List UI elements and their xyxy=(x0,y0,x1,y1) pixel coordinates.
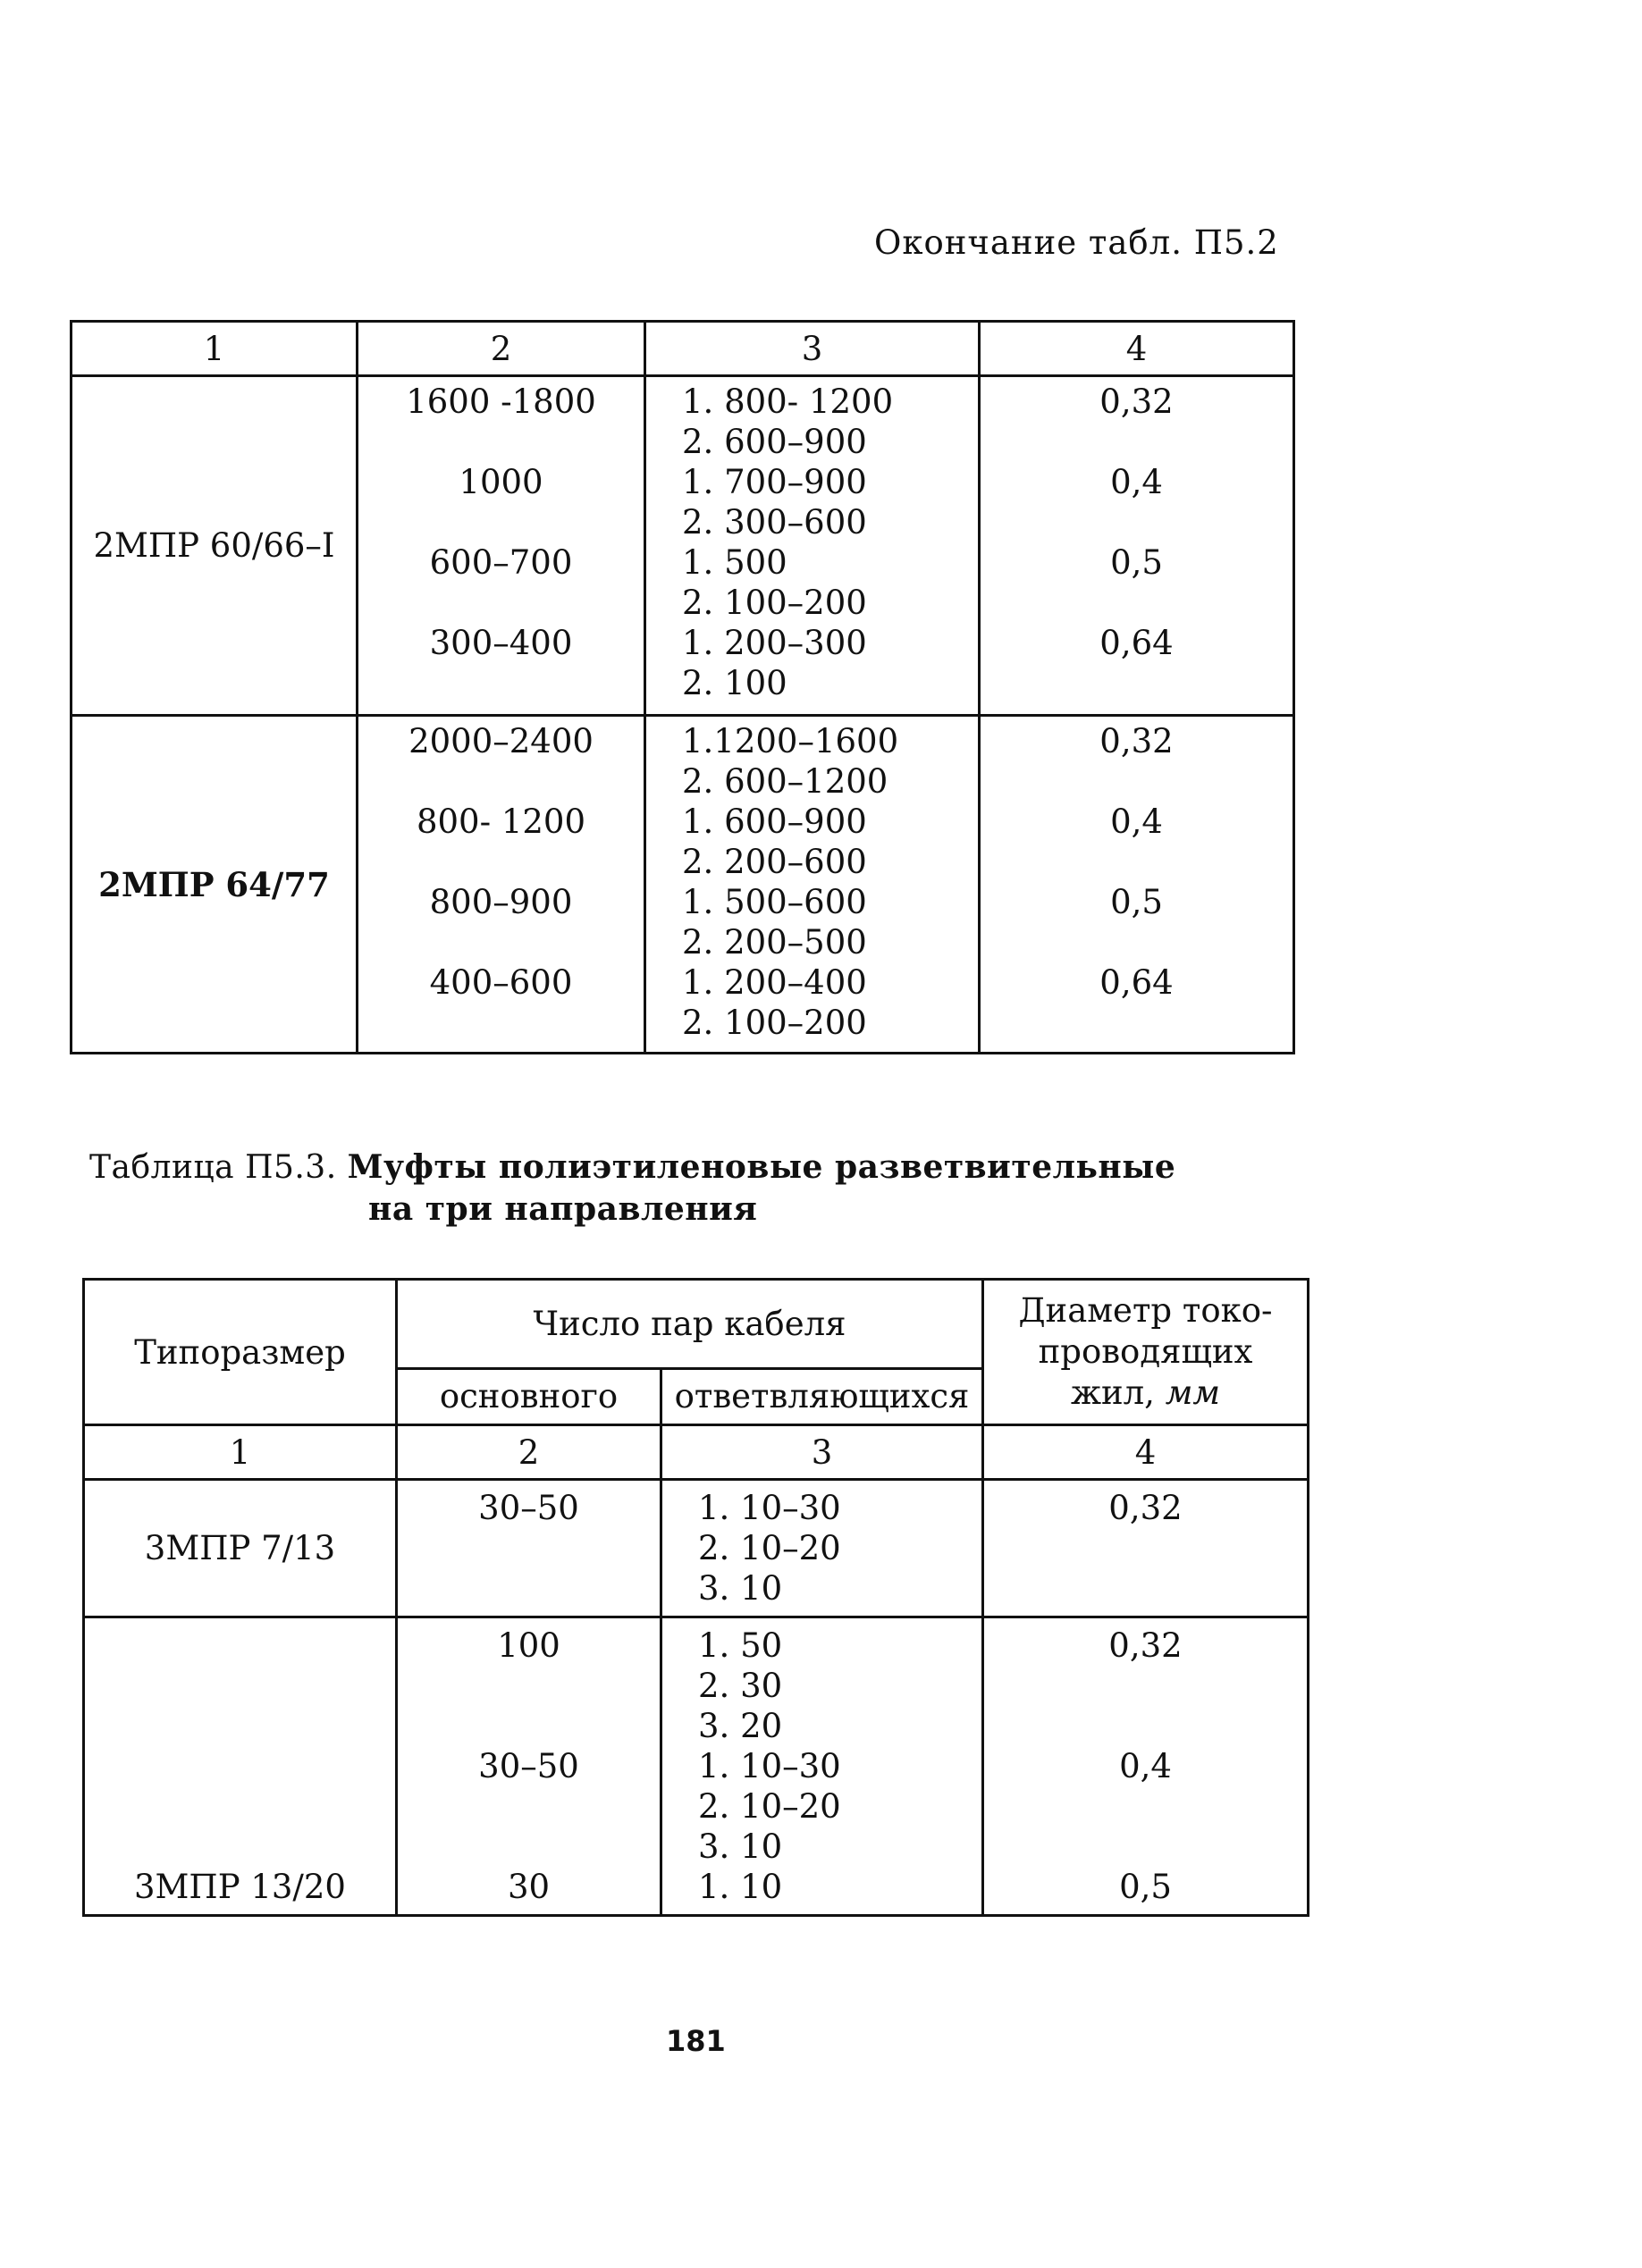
table2-title-line1: Муфты полиэтиленовые разветвительные xyxy=(347,1148,1176,1186)
branch-pairs-cell xyxy=(661,1480,983,1617)
main-pairs-line xyxy=(398,1568,660,1609)
col-number-3: 3 xyxy=(661,1425,983,1480)
table2-title-prefix: Таблица П5.3. xyxy=(89,1149,337,1186)
main-pairs-line xyxy=(358,663,644,703)
diameter-line: 0,5 xyxy=(1110,543,1163,582)
branch-pairs-line: 1. 10 xyxy=(698,1868,783,1906)
diameter-line xyxy=(984,1528,1307,1568)
branch-pairs-line: 2. 100–200 xyxy=(682,584,867,622)
main-pairs-line xyxy=(358,922,644,962)
header-main: основного xyxy=(397,1368,661,1424)
branch-pairs-line: 2. 30 xyxy=(698,1667,783,1705)
branch-pairs-line: 1. 800- 1200 xyxy=(682,382,894,421)
header-type: Типоразмер xyxy=(84,1280,397,1425)
main-pairs-line xyxy=(358,502,644,542)
main-pairs-line: 1000 xyxy=(459,463,543,501)
branch-pairs-line: 1. 600–900 xyxy=(682,802,867,841)
type-cell: 2МПР 60/66–I xyxy=(72,376,358,716)
main-pairs-line: 2000–2400 xyxy=(408,722,594,760)
diameter-line: 0,5 xyxy=(1119,1868,1172,1906)
branch-pairs-line: 2. 100 xyxy=(682,664,787,702)
main-pairs-line xyxy=(398,1827,660,1867)
table2-header-row-1 xyxy=(84,1280,1309,1369)
type-cell: 3МПР 7/13 xyxy=(84,1480,397,1617)
diameter-line: 0,4 xyxy=(1110,802,1163,841)
type-label: 3МПР 13/20 xyxy=(134,1868,346,1906)
diameter-line: 0,4 xyxy=(1110,463,1163,501)
table2-title xyxy=(89,1147,1175,1230)
branch-pairs-line: 2. 600–1200 xyxy=(682,762,888,801)
diameter-line xyxy=(981,1003,1293,1043)
main-pairs-line xyxy=(398,1666,660,1706)
branch-pairs-line: 3. 10 xyxy=(698,1827,783,1866)
diameter-line xyxy=(984,1666,1307,1706)
diameter-line: 0,4 xyxy=(1119,1747,1172,1785)
branch-pairs-line: 2. 200–500 xyxy=(682,923,867,962)
branch-pairs-line: 1. 50 xyxy=(698,1626,783,1665)
branch-pairs-cell xyxy=(661,1617,983,1916)
header-diameter-line2: проводящих xyxy=(1038,1332,1253,1371)
header-diameter-line1: Диаметр токо- xyxy=(1018,1291,1273,1330)
main-pairs-line xyxy=(398,1528,660,1568)
main-pairs-line: 800- 1200 xyxy=(416,802,586,841)
diameter-cell xyxy=(983,1480,1309,1617)
branch-pairs-line: 2. 100–200 xyxy=(682,1004,867,1042)
diameter-line xyxy=(981,663,1293,703)
main-pairs-line: 30–50 xyxy=(478,1747,579,1785)
col-number-3: 3 xyxy=(645,322,980,376)
branch-pairs-line: 1.1200–1600 xyxy=(682,722,899,760)
col-number-1: 1 xyxy=(72,322,358,376)
header-diameter-unit: мм xyxy=(1165,1373,1221,1412)
diameter-cell xyxy=(980,716,1294,1054)
table2-column-numbers xyxy=(84,1425,1309,1480)
diameter-line xyxy=(981,422,1293,462)
col-number-2: 2 xyxy=(397,1425,661,1480)
main-pairs-line: 800–900 xyxy=(429,883,573,921)
type-cell: 2МПР 64/77 xyxy=(72,716,358,1054)
branch-pairs-line: 1. 500 xyxy=(682,543,787,582)
table2-title-line2: на три направления xyxy=(368,1190,758,1228)
branch-pairs-line: 2. 300–600 xyxy=(682,503,867,542)
diameter-line xyxy=(981,842,1293,882)
branch-pairs-line: 1. 700–900 xyxy=(682,463,867,501)
diameter-line: 0,32 xyxy=(1099,722,1174,760)
branch-pairs-line: 3. 10 xyxy=(698,1569,783,1608)
diameter-line xyxy=(984,1827,1307,1867)
diameter-line xyxy=(981,922,1293,962)
main-pairs-line: 400–600 xyxy=(429,963,573,1002)
branch-pairs-line: 2. 10–20 xyxy=(698,1529,841,1567)
branch-pairs-line: 2. 200–600 xyxy=(682,843,867,881)
main-pairs-line xyxy=(358,761,644,802)
main-pairs-line xyxy=(398,1786,660,1827)
diameter-line xyxy=(984,1568,1307,1609)
continuation-label: Окончание табл. П5.2 xyxy=(874,223,1279,262)
main-pairs-line xyxy=(398,1706,660,1746)
type-cell xyxy=(84,1617,397,1916)
branch-pairs-line: 3. 20 xyxy=(698,1707,783,1745)
branch-pairs-line: 1. 10–30 xyxy=(698,1747,841,1785)
col-number-4: 4 xyxy=(983,1425,1309,1480)
main-pairs-line: 300–400 xyxy=(429,624,573,662)
diameter-line: 0,32 xyxy=(1108,1626,1183,1665)
main-pairs-cell xyxy=(358,716,645,1054)
col-number-1: 1 xyxy=(84,1425,397,1480)
table-row xyxy=(72,376,1294,716)
col-number-2: 2 xyxy=(358,322,645,376)
main-pairs-line: 30–50 xyxy=(478,1489,579,1527)
branch-pairs-line: 2. 10–20 xyxy=(698,1787,841,1826)
header-branch: ответвляющихся xyxy=(661,1368,983,1424)
branch-pairs-line: 1. 500–600 xyxy=(682,883,867,921)
diameter-line: 0,32 xyxy=(1108,1489,1183,1527)
main-pairs-line: 100 xyxy=(497,1626,560,1665)
branch-pairs-line: 1. 10–30 xyxy=(698,1489,841,1527)
table-row xyxy=(72,716,1294,1054)
main-pairs-line: 600–700 xyxy=(429,543,573,582)
diameter-cell xyxy=(980,376,1294,716)
diameter-line xyxy=(981,761,1293,802)
main-pairs-cell xyxy=(397,1480,661,1617)
table-p5-3 xyxy=(82,1278,1309,1917)
main-pairs-line xyxy=(358,422,644,462)
branch-pairs-cell xyxy=(645,716,980,1054)
branch-pairs-line: 2. 600–900 xyxy=(682,423,867,461)
diameter-line xyxy=(984,1706,1307,1746)
header-pairs: Число пар кабеля xyxy=(397,1280,983,1369)
table-p5-2-continuation xyxy=(70,320,1295,1054)
col-number-4: 4 xyxy=(980,322,1294,376)
branch-pairs-line: 1. 200–400 xyxy=(682,963,867,1002)
branch-pairs-cell xyxy=(645,376,980,716)
header-diameter xyxy=(983,1280,1309,1425)
diameter-line xyxy=(981,583,1293,623)
page-number: 181 xyxy=(666,2024,726,2058)
main-pairs-line xyxy=(358,1003,644,1043)
header-diameter-line3 xyxy=(984,1373,1307,1414)
header-diameter-text: жил, xyxy=(1070,1373,1155,1412)
table1-column-numbers xyxy=(72,322,1294,376)
table-row xyxy=(84,1617,1309,1916)
diameter-line: 0,64 xyxy=(1099,963,1174,1002)
main-pairs-cell xyxy=(358,376,645,716)
main-pairs-line: 30 xyxy=(507,1868,551,1906)
main-pairs-line: 1600 -1800 xyxy=(406,382,596,421)
branch-pairs-line: 1. 200–300 xyxy=(682,624,867,662)
diameter-line: 0,64 xyxy=(1099,624,1174,662)
diameter-cell xyxy=(983,1617,1309,1916)
diameter-line xyxy=(981,502,1293,542)
diameter-line xyxy=(984,1786,1307,1827)
diameter-line: 0,32 xyxy=(1099,382,1174,421)
main-pairs-line xyxy=(358,583,644,623)
diameter-line: 0,5 xyxy=(1110,883,1163,921)
table-row xyxy=(84,1480,1309,1617)
main-pairs-line xyxy=(358,842,644,882)
main-pairs-cell xyxy=(397,1617,661,1916)
